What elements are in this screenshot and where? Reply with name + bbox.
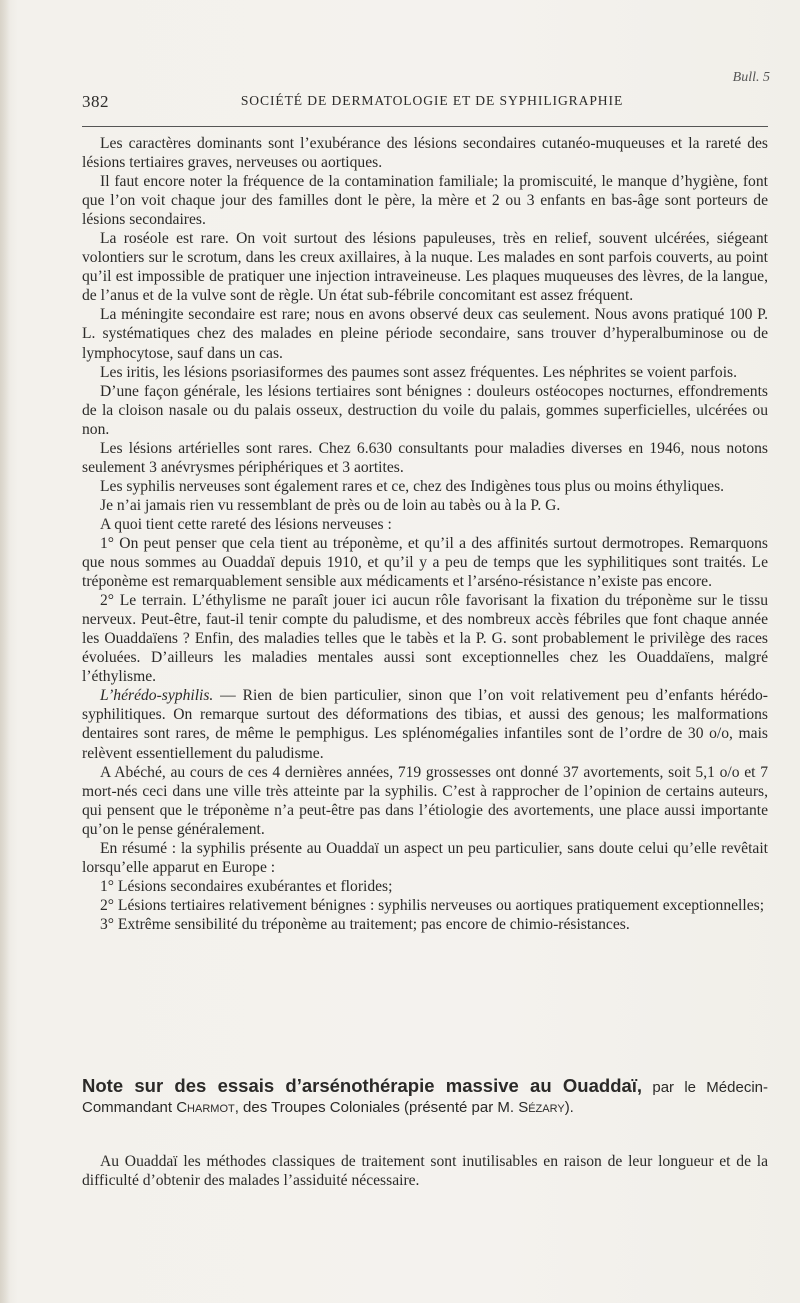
note-heading [82,1076,768,1117]
note-byline-part: ). [564,1098,574,1116]
heredo-text: — Rien de bien particulier, sinon que l’on voit relativement peu d’enfants hérédo-syphilitiques. On remarque surtout des déformations des tibias, et aussi des genous; les malformations dentaires sont rares, de même le pemphigus. Les splénomégalies infantiles sont de l’ordre de 30 o/o, mais relèvent essentiellement du paludisme. [82,687,768,762]
page-binding-edge [0,0,10,1303]
note-byline-part: par le Médecin-Commandant [82,1079,768,1116]
paragraph: Les caractères dominants sont l’exubérance des lésions secondaires cutanéo-muqueuses et la rareté des lésions tertiaires graves, nerveuses ou aortiques. [82,135,768,172]
note-title: Note sur des essais d’arsénothérapie massive au Ouaddaï, [82,1075,643,1096]
margin-note: Bull. 5 [732,70,770,85]
paragraph: Il faut encore noter la fréquence de la contamination familiale; la promiscuité, le manque d’hygiène, font que l’on voit chaque jour des familles dont le père, la mère et 2 ou 3 enfants en bas-âge sont porteurs de lésions secondaires. [82,173,768,229]
note-body [82,1152,768,1190]
paragraph: En résumé : la syphilis présente au Ouaddaï un aspect un peu particulier, sans doute celui qu’elle revêtait lorsqu’elle apparut en Europe : [82,839,768,876]
paragraph: 1° On peut penser que cela tient au tréponème, et qu’il a des affinités surtout dermotropes. Remarquons que nous sommes au Ouaddaï depuis 1910, et qu’il y a peu de temps que les syphilitiques sont traités. Le tréponème est remarquablement sensible aux médicaments et l’arséno-résistance n’existe pas encore. [82,534,768,591]
page-number: 382 [82,92,109,111]
note-author: Charmot [176,1098,235,1116]
paragraph: La méningite secondaire est rare; nous en avons observé deux cas seulement. Nous avons pratiqué 100 P. L. systématiques chez des malades en pleine période secondaire, sans trouver d’hyperalbuminose ou de lymphocytose, sauf dans un cas. [82,306,768,362]
paragraph: Les lésions artérielles sont rares. Chez 6.630 consultants pour maladies diverses en 1946, nous notons seulement 3 anévrysmes périphériques et 3 aortites. [82,439,768,476]
page-header [82,92,768,114]
paragraph: Les iritis, les lésions psoriasiformes des paumes sont assez fréquentes. Les néphrites se voient parfois. [100,363,738,381]
paragraph: A quoi tient cette rareté des lésions nerveuses : [100,515,392,533]
heredo-title: L’hérédo-syphilis. [100,687,214,705]
running-head: SOCIÉTÉ DE DERMATOLOGIE ET DE SYPHILIGRAPHIE [240,93,624,108]
paragraph: La roséole est rare. On voit surtout des lésions papuleuses, très en relief, souvent ulcérées, siégeant volontiers sur le scrotum, dans les creux axillaires, à la nuque. Les malades en sont parfois couverts, au point qu’il est impossible de pratiquer une injection intraveineuse. Les plaques muqueuses des lèvres, de la langue, de l’anus et de la vulve sont de règle. Un état sub-fébrile concomitant est assez fréquent. [82,230,768,305]
paragraph: Les syphilis nerveuses sont également rares et ce, chez des Indigènes tous plus ou moins éthyliques. [100,477,725,495]
paragraph: A Abéché, au cours de ces 4 dernières années, 719 grossesses ont donné 37 avortements, soit 5,1 o/o et 7 mort-nés ceci dans une ville très atteinte par la syphilis. C’est à rapprocher de l’opinion de certains auteurs, qui pensent que le tréponème n’a peut-être pas dans l’étiologie des avortements, une place aussi importante qu’on le pense généralement. [82,763,768,838]
note-byline-part: , des Troupes Coloniales (présenté par M. [234,1098,519,1116]
summary-item: 2° Lésions tertiaires relativement bénignes : syphilis nerveuses ou aortiques pratiquement exceptionnelles; [100,896,765,914]
paragraph: 2° Le terrain. L’éthylisme ne paraît jouer ici aucun rôle favorisant la fixation du tréponème sur le tissu nerveux. Peut-être, faut-il tenir compte du paludisme, et des nombreux accès fébriles que font chaque année les Ouaddaïens ? Enfin, des maladies telles que le tabès et la P. G. sont probablement le privilège des races évoluées. D’ailleurs les maladies mentales aussi sont exceptionnelles chez les Ouaddaïens, malgré l’éthylisme. [82,592,768,686]
summary-item: 1° Lésions secondaires exubérantes et florides; [100,877,393,895]
summary-item: 3° Extrême sensibilité du tréponème au traitement; pas encore de chimio-résistances. [100,915,630,933]
header-rule [82,126,768,127]
paragraph: Au Ouaddaï les méthodes classiques de traitement sont inutilisables en raison de leur longueur et de la difficulté d’obtenir des malades l’assiduité nécessaire. [82,1153,768,1190]
note-presenter: Sézary [518,1098,565,1116]
article-body [82,134,768,934]
paragraph: D’une façon générale, les lésions tertiaires sont bénignes : douleurs ostéocopes nocturnes, effondrements de la cloison nasale ou du palais osseux, destruction du voile du palais, gommes superficielles, ulcérées ou non. [82,382,768,438]
paragraph: Je n’ai jamais rien vu ressemblant de près ou de loin au tabès ou à la P. G. [100,496,561,514]
heredo-paragraph [82,686,768,762]
